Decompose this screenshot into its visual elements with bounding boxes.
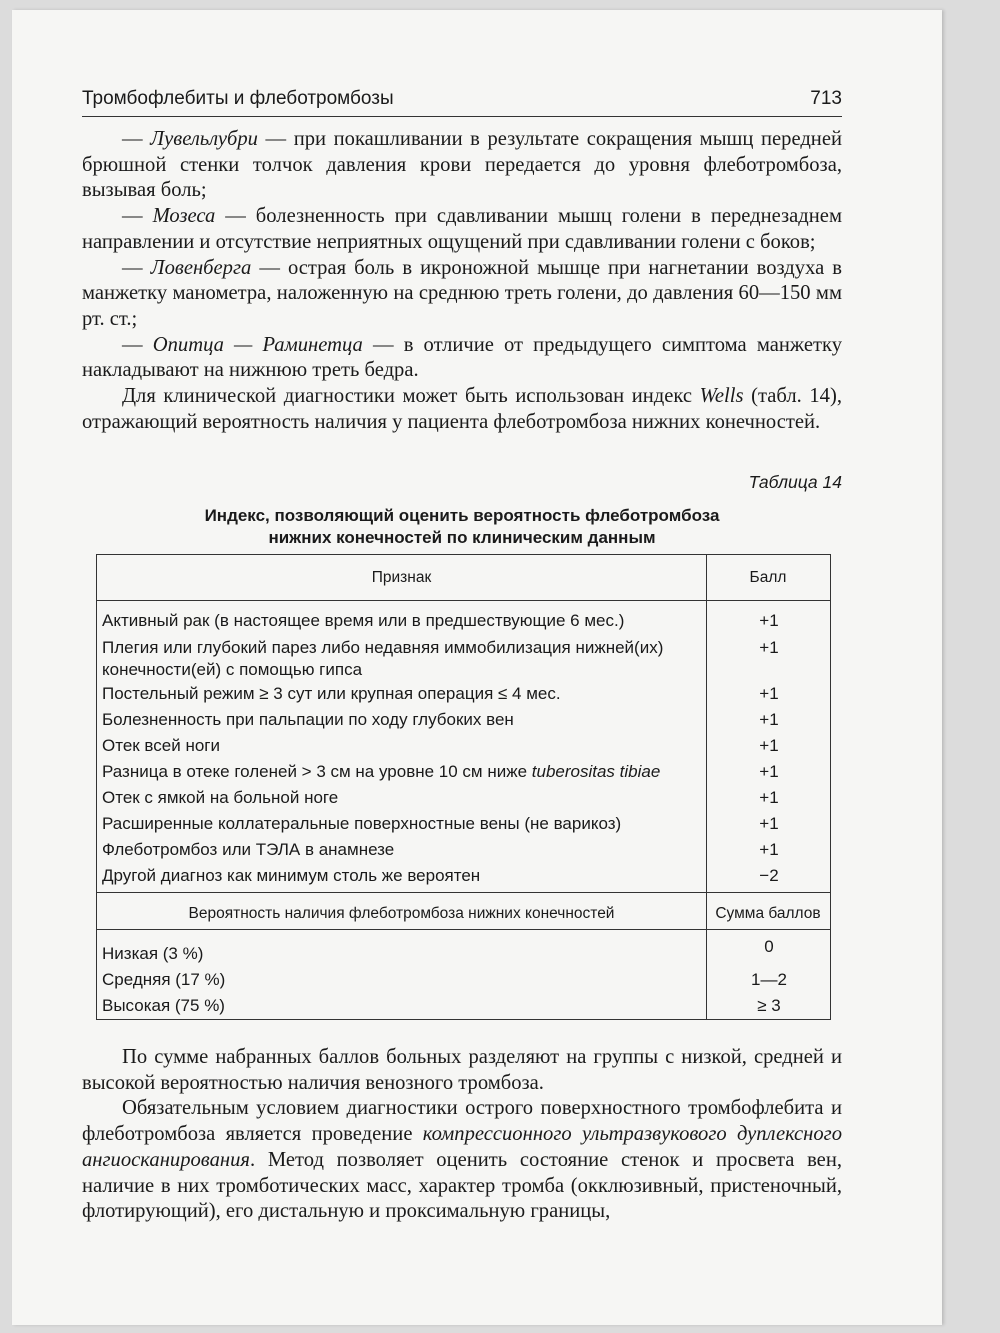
symptom-paragraph: — Мозеса — болезненность при сдавливании мышц голени в переднезаднем направлении и отсутствие неприятных ощущений при сдавливании голени с боков;: [82, 205, 842, 253]
probability-sum: 1—2: [751, 970, 787, 989]
criterion-score: −2: [759, 866, 779, 885]
symptom-name: Опитца — Раминетца: [152, 333, 363, 356]
probability-label: Высокая (75 %): [102, 996, 225, 1015]
criterion-label: Болезненность при пальпации по ходу глубоких вен: [102, 710, 514, 729]
probability-row: [97, 969, 830, 995]
symptom-paragraph: — Ловенберга — острая боль в икроножной мышце при нагнетании воздуха в манжетку манометра, наложенную на среднюю треть голени, до давления 60—150 мм рт. ст.;: [82, 256, 842, 330]
probability-row: [97, 937, 830, 969]
criterion-label: Отек всей ноги: [102, 736, 220, 755]
header-probability: Вероятность наличия флеботромбоза нижних конечностей: [188, 905, 615, 922]
ultrasound-text-before: Обязательным условием диагностики острого поверхностного тромбофлебита и флеботромбоза является проведение: [82, 1097, 842, 1146]
row-divider: [97, 929, 830, 930]
header-score: Балл: [749, 569, 787, 586]
probability-label: Низкая (3 %): [102, 944, 204, 963]
table-row: [97, 865, 830, 891]
header-sum: Сумма баллов: [715, 905, 821, 922]
table-row: [97, 610, 830, 636]
wells-table: [96, 554, 831, 1020]
body-text-bottom: [82, 1045, 842, 1225]
criterion-label: Расширенные коллатеральные поверхностные вены (не варикоз): [102, 814, 622, 833]
symptom-paragraph: — Опитца — Раминетца — в отличие от предыдущего симптома манжетку накладывают на нижнюю треть бедра.: [82, 333, 842, 382]
symptom-name: Мозеса: [152, 205, 216, 228]
table-row: [97, 709, 830, 735]
row-divider: [97, 600, 830, 601]
row-divider: [97, 892, 830, 893]
criterion-label: Постельный режим ≥ 3 сут или крупная операция ≤ 4 мес.: [102, 684, 561, 703]
table-title-line: Индекс, позволяющий оценить вероятность флеботромбоза: [204, 506, 720, 525]
criterion-label: [102, 761, 702, 783]
header-sign: Признак: [371, 569, 432, 586]
table-row: [97, 787, 830, 813]
probability-sum: ≥ 3: [757, 996, 781, 1015]
symptom-text: — болезненность при сдавливании мышц голени в переднезаднем направлении и отсутствие неприятных ощущений при сдавливании голени с боков;: [82, 205, 842, 253]
criterion-label: Плегия или глубокий парез либо недавняя иммобилизация нижней(их) конечности(ей) с помощью гипса: [102, 638, 664, 679]
table-row: [97, 735, 830, 761]
criterion-label: Флеботромбоз или ТЭЛА в анамнезе: [102, 840, 395, 859]
table-row: [97, 813, 830, 839]
wells-text-after: (табл. 14), отражающий вероятность наличия у пациента флеботромбоза нижних конечностей.: [82, 385, 842, 433]
table-title-line: нижних конечностей по клиническим данным: [268, 528, 656, 547]
page-number: 713: [810, 88, 842, 109]
wells-text-before: Для клинической диагностики может быть использован индекс: [122, 385, 700, 408]
running-header-title: Тромбофлебиты и флеботромбозы: [82, 88, 394, 109]
probability-row: [97, 995, 830, 1021]
ultrasound-text-after: . Метод позволяет оценить состояние стенок и просвета вен, наличие в них тромботических масс, характер тромба (окклюзивный, пристеночный, флотирующий), его дистальную и проксимальную границы,: [82, 1148, 842, 1223]
criterion-label: Активный рак (в настоящее время или в предшествующие 6 мес.): [102, 611, 625, 630]
criterion-label-text: Разница в отеке голеней > 3 см на уровне 10 см ниже: [102, 762, 532, 781]
symptom-text: — острая боль в икроножной мышце при нагнетании воздуха в манжетку манометра, наложенную на среднюю треть голени, до давления 60—150 мм рт. ст.;: [82, 256, 842, 330]
criterion-score: +1: [759, 710, 779, 729]
wells-paragraph: [82, 384, 842, 435]
symptoms-list: [82, 127, 842, 435]
probability-label: Средняя (17 %): [102, 970, 226, 989]
criterion-score: +1: [759, 736, 779, 755]
symptom-text: — в отличие от предыдущего симптома манжетку накладывают на нижнюю треть бедра.: [82, 333, 842, 382]
groups-paragraph: По сумме набранных баллов больных разделяют на группы с низкой, средней и высокой вероятностью наличия венозного тромбоза.: [82, 1046, 842, 1094]
criterion-label: Отек с ямкой на больной ноге: [102, 788, 339, 807]
criterion-score: +1: [759, 788, 779, 807]
ultrasound-term: компрессионного ультразвукового дуплексного ангиосканирования: [82, 1123, 843, 1171]
criterion-score: +1: [759, 684, 779, 703]
criterion-score: +1: [759, 814, 779, 833]
table-title: [82, 505, 842, 549]
symptom-paragraph: — Лувельлубри — при покашливании в результате сокращения мышц передней брюшной стенки толчок давления крови передается до уровня флеботромбоза, вызывая боль;: [82, 128, 842, 202]
symptom-name: Лувельлубри: [150, 128, 258, 150]
probability-sum: 0: [764, 937, 774, 956]
criterion-score: +1: [759, 638, 779, 657]
running-header: [82, 80, 842, 117]
criterion-score: +1: [759, 762, 779, 781]
table-row: [97, 683, 830, 709]
criterion-score: +1: [759, 611, 779, 630]
wells-term: Wells: [699, 385, 744, 408]
criterion-label-latin: tuberositas tibiae: [531, 762, 661, 781]
criterion-label: Другой диагноз как минимум столь же вероятен: [102, 866, 481, 885]
table-caption: Таблица 14: [748, 472, 842, 492]
symptom-text: — при покашливании в результате сокращения мышц передней брюшной стенки толчок давления крови передается до уровня флеботромбоза, вызывая боль;: [82, 128, 842, 202]
ultrasound-paragraph: [82, 1096, 842, 1225]
table-row: [97, 839, 830, 865]
criterion-score: +1: [759, 840, 779, 859]
table-row: [97, 637, 830, 685]
table-row: [97, 761, 830, 787]
symptom-name: Ловенберга: [150, 256, 252, 279]
